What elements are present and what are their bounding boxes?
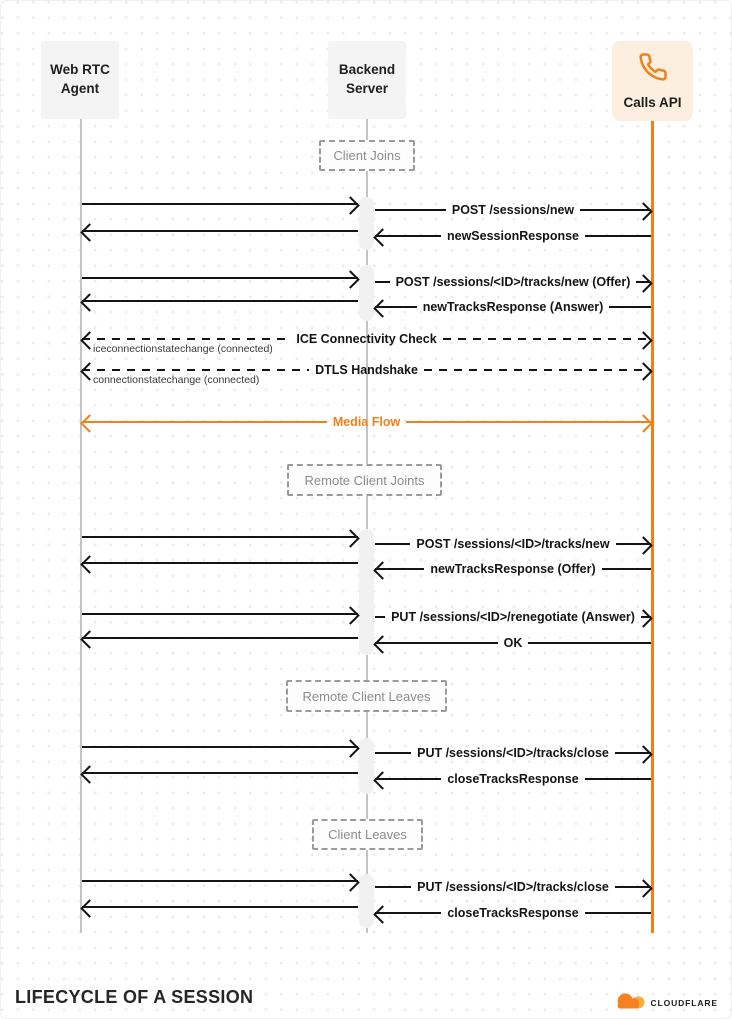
note-client-leaves [312, 819, 423, 850]
note-remote-client-leaves [286, 680, 447, 712]
arrow-agent-to-backend [82, 737, 358, 757]
arrow-line-segment [375, 886, 411, 888]
arrow-line-segment [585, 778, 651, 780]
message-label: closeTracksResponse [447, 906, 579, 920]
arrow-line-segment [602, 568, 651, 570]
message-label: PUT /sessions/<ID>/tracks/close [417, 746, 609, 760]
arrow-line-segment [636, 281, 651, 283]
arrow-line-segment [82, 637, 358, 639]
arrow-line-segment [82, 369, 309, 372]
arrow-line-segment [82, 421, 327, 423]
arrow-media-flow [82, 412, 651, 432]
arrow-ok-response [375, 633, 651, 653]
arrow-line-segment [375, 778, 441, 780]
arrow-line-segment [82, 562, 358, 564]
arrow-line-segment [375, 568, 424, 570]
activation-bar [359, 874, 374, 928]
actor-label: Web RTC Agent [50, 62, 110, 96]
arrow-line-segment [406, 421, 651, 423]
arrow-line-segment [82, 613, 358, 615]
arrow-new-tracks-response-answer [375, 297, 651, 317]
arrow-post-tracks-new-offer [375, 272, 651, 292]
arrow-line-segment [375, 752, 411, 754]
arrow-new-tracks-response-offer [375, 559, 651, 579]
arrow-line-segment [82, 203, 358, 205]
note-label: Client Joins [333, 148, 401, 163]
arrow-line-segment [375, 281, 390, 283]
arrow-agent-to-backend [82, 604, 358, 624]
note-label: Remote Client Leaves [302, 688, 431, 704]
phone-icon [638, 52, 668, 88]
arrow-line-segment [528, 642, 651, 644]
message-label: PUT /sessions/<ID>/tracks/close [417, 880, 609, 894]
arrow-line-segment [82, 772, 358, 774]
arrow-close-tracks-response [375, 903, 651, 923]
activation-bar [359, 738, 374, 794]
arrow-line-segment [375, 616, 385, 618]
message-label: closeTracksResponse [447, 772, 579, 786]
arrow-line-segment [82, 300, 358, 302]
arrow-agent-to-backend [82, 871, 358, 891]
actor-calls-api [612, 41, 693, 121]
message-label: POST /sessions/new [451, 203, 575, 217]
lifeline-calls-api [651, 119, 654, 933]
arrow-line-segment [424, 369, 651, 372]
actor-web-rtc-agent [41, 41, 119, 119]
arrow-backend-to-agent [82, 628, 358, 648]
cloudflare-brand [613, 991, 718, 1014]
message-label: DTLS Handshake [315, 363, 418, 377]
note-label: Client Leaves [328, 827, 407, 842]
note-label: Remote Client Joints [304, 472, 425, 488]
arrow-line-segment [82, 536, 358, 538]
arrow-line-segment [82, 338, 290, 341]
arrow-line-segment [375, 642, 498, 644]
arrow-backend-to-agent [82, 553, 358, 573]
arrow-agent-to-backend [82, 268, 358, 288]
message-label: OK [503, 636, 523, 650]
message-label: newSessionResponse [447, 229, 579, 243]
note-remote-client-joins [287, 464, 442, 496]
arrow-line-segment [443, 338, 651, 341]
arrow-backend-to-agent [82, 897, 358, 917]
arrow-agent-to-backend [82, 194, 358, 214]
arrow-agent-to-backend [82, 527, 358, 547]
event-label-connectionstatechange: connectionstatechange (connected) [93, 374, 260, 386]
message-label: POST /sessions/<ID>/tracks/new [416, 537, 610, 551]
arrow-line-segment [641, 616, 651, 618]
actor-label: Calls API [623, 94, 682, 110]
page-title: LIFECYCLE OF A SESSION [15, 987, 254, 1007]
arrow-put-tracks-close [375, 877, 651, 897]
activation-bar [359, 197, 374, 250]
arrow-backend-to-agent [82, 291, 358, 311]
arrow-line-segment [585, 912, 651, 914]
arrow-line-segment [580, 209, 651, 211]
arrow-line-segment [615, 886, 651, 888]
actor-label: Backend Server [338, 62, 396, 96]
message-label: newTracksResponse (Answer) [422, 300, 604, 314]
arrow-line-segment [615, 752, 651, 754]
arrow-line-segment [82, 906, 358, 908]
arrow-post-tracks-new [375, 534, 651, 554]
arrow-put-tracks-close [375, 743, 651, 763]
message-label: ICE Connectivity Check [296, 332, 437, 346]
arrow-put-renegotiate-answer [375, 607, 651, 627]
arrow-line-segment [609, 306, 651, 308]
arrow-post-sessions-new [375, 200, 651, 220]
cloudflare-cloud-icon [613, 991, 645, 1014]
activation-bar [359, 265, 374, 321]
message-label: Media Flow [332, 415, 401, 429]
arrow-line-segment [82, 230, 358, 232]
arrow-new-session-response [375, 226, 651, 246]
arrow-close-tracks-response [375, 769, 651, 789]
arrow-line-segment [82, 880, 358, 882]
arrow-line-segment [375, 912, 441, 914]
activation-bar [359, 529, 374, 655]
lifeline-web-rtc-agent [80, 119, 82, 933]
arrow-backend-to-agent [82, 763, 358, 783]
brand-label: CLOUDFLARE [650, 997, 718, 1008]
arrow-line-segment [375, 209, 446, 211]
arrow-line-segment [82, 277, 358, 279]
arrow-line-segment [585, 235, 651, 237]
arrow-line-segment [82, 746, 358, 748]
message-label: POST /sessions/<ID>/tracks/new (Offer) [395, 275, 631, 289]
arrow-line-segment [375, 235, 441, 237]
message-label: newTracksResponse (Offer) [430, 562, 596, 576]
arrow-line-segment [375, 306, 417, 308]
arrow-line-segment [375, 543, 410, 545]
note-client-joins [319, 140, 415, 171]
message-label: PUT /sessions/<ID>/renegotiate (Answer) [391, 610, 635, 624]
arrow-line-segment [616, 543, 651, 545]
event-label-iceconnectionstatechange: iceconnectionstatechange (connected) [93, 343, 273, 355]
arrow-backend-to-agent [82, 221, 358, 241]
actor-backend-server [328, 41, 406, 119]
